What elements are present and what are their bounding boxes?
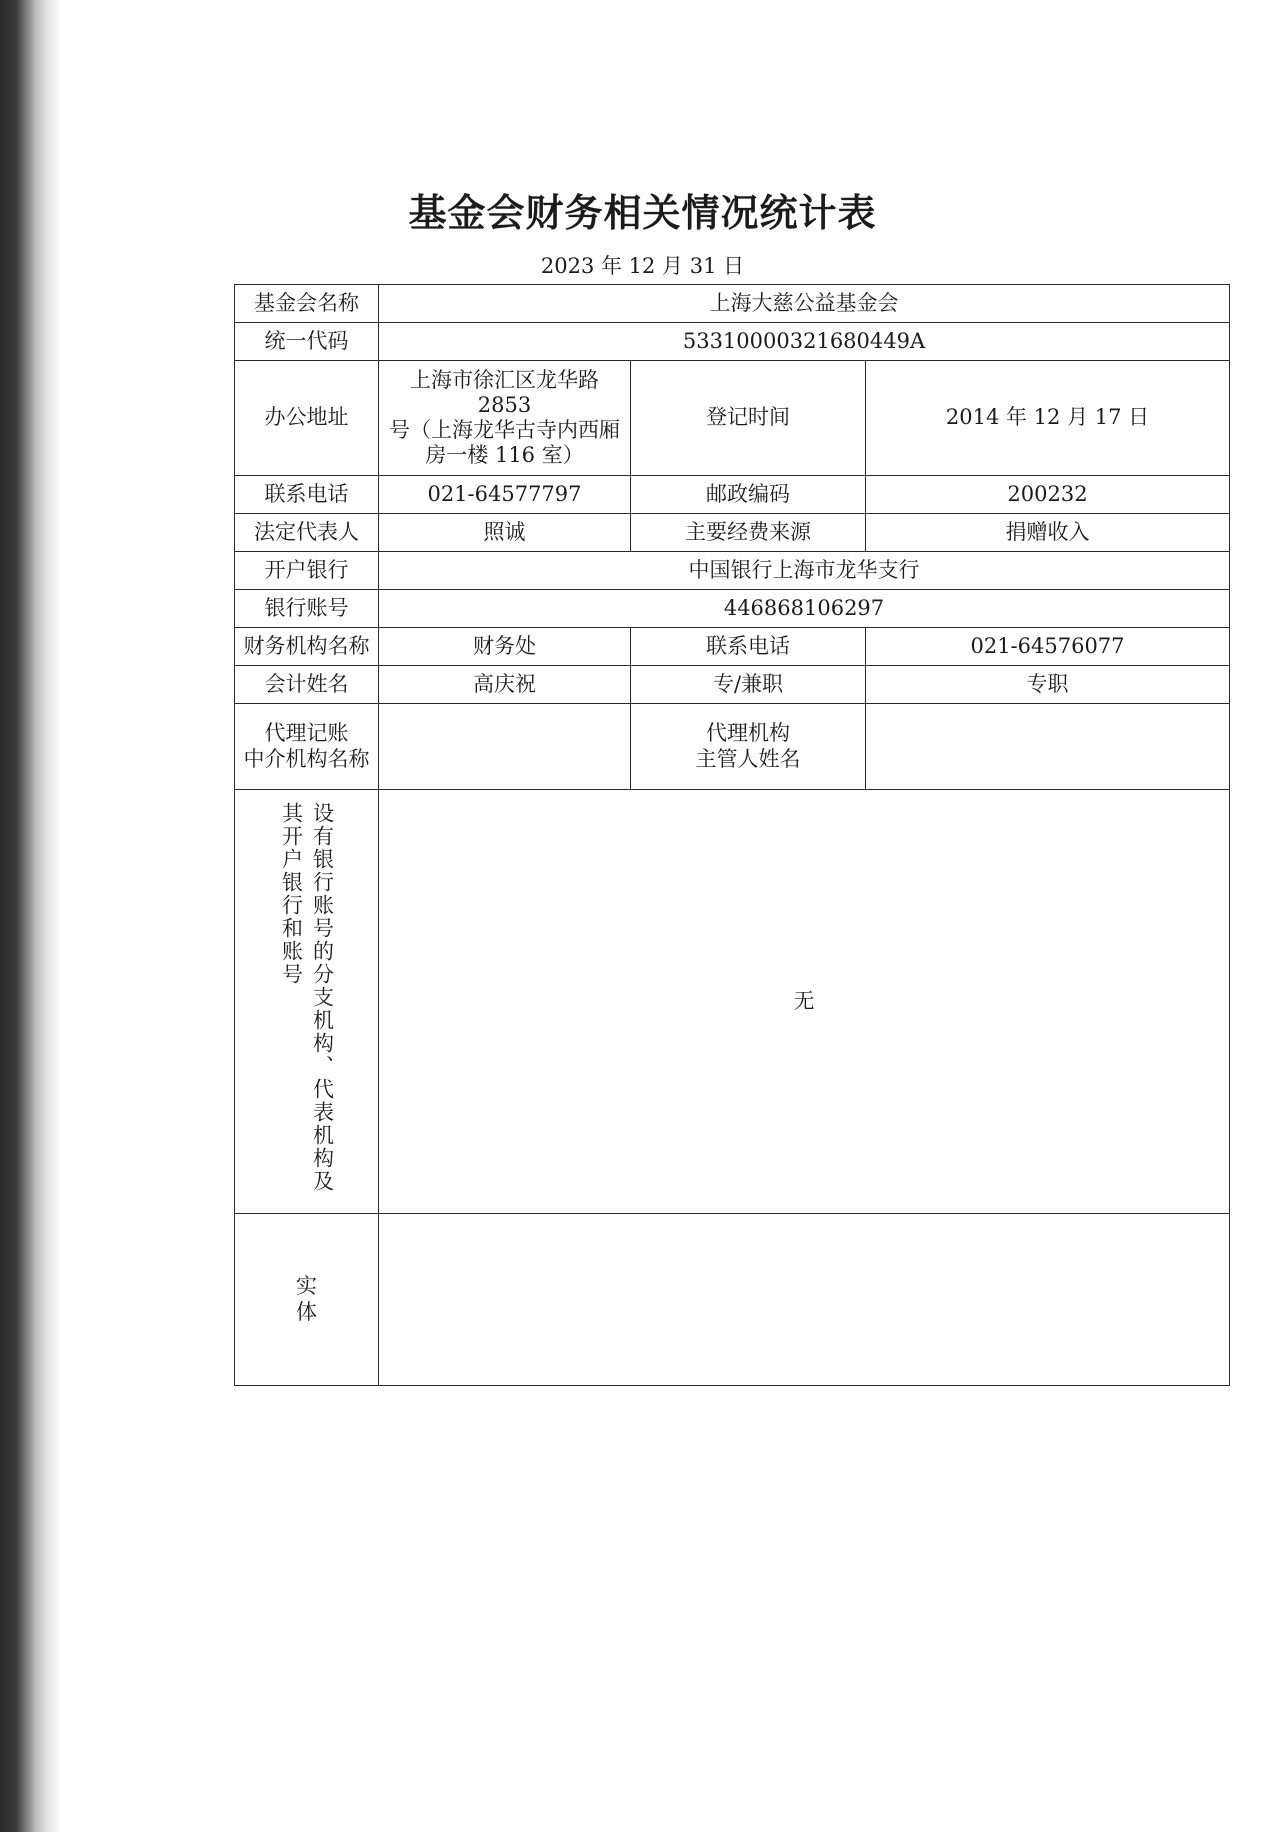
label-entity	[235, 1214, 379, 1386]
label-office-address: 办公地址	[235, 361, 379, 476]
row-bank	[235, 552, 1230, 590]
label-contact-phone: 联系电话	[235, 476, 379, 514]
agent-manager-line-1: 代理机构	[706, 721, 790, 746]
value-agent-name	[379, 704, 631, 790]
row-entity	[235, 1214, 1230, 1386]
value-registration-time: 2014 年 12 月 17 日	[866, 361, 1230, 476]
label-legal-representative: 法定代表人	[235, 514, 379, 552]
value-accountant-name: 高庆祝	[379, 666, 631, 704]
value-unified-code: 53310000321680449A	[379, 323, 1230, 361]
row-branch	[235, 790, 1230, 1214]
label-foundation-name: 基金会名称	[235, 285, 379, 323]
label-finance-department: 财务机构名称	[235, 628, 379, 666]
report-date: 2023 年 12 月 31 日	[540, 254, 745, 278]
value-office-address	[379, 361, 631, 476]
label-postal-code: 邮政编码	[631, 476, 866, 514]
agent-manager-line-2: 主管人姓名	[695, 746, 801, 771]
entity-label-line-2: 体	[296, 1299, 317, 1324]
value-agent-manager	[866, 704, 1230, 790]
value-funding-source: 捐赠收入	[866, 514, 1230, 552]
label-finance-phone: 联系电话	[631, 628, 866, 666]
label-bank: 开户银行	[235, 552, 379, 590]
entity-label-line-1: 实	[296, 1274, 317, 1299]
label-agent-bookkeeping	[235, 704, 379, 790]
row-address	[235, 361, 1230, 476]
value-branch-accounts: 无	[379, 790, 1230, 1214]
label-bank-account: 银行账号	[235, 590, 379, 628]
agent-label-line-2: 中介机构名称	[243, 746, 370, 771]
row-name	[235, 285, 1230, 323]
agent-label-line-1: 代理记账	[264, 721, 349, 746]
label-funding-source: 主要经费来源	[631, 514, 866, 552]
label-branch-accounts	[235, 790, 379, 1214]
branch-label-col-2: 其开户银行和账号	[279, 802, 304, 986]
value-legal-representative: 照诚	[379, 514, 631, 552]
value-finance-department: 财务处	[379, 628, 631, 666]
row-phone	[235, 476, 1230, 514]
value-contact-phone: 021-64577797	[379, 476, 631, 514]
address-line-2: 号（上海龙华古寺内西厢	[389, 418, 620, 442]
value-entity	[379, 1214, 1230, 1386]
row-account	[235, 590, 1230, 628]
row-accountant	[235, 666, 1230, 704]
value-finance-phone: 021-64576077	[866, 628, 1230, 666]
address-line-1: 上海市徐汇区龙华路 2853	[410, 367, 599, 417]
finance-table	[234, 284, 1230, 1386]
row-code	[235, 323, 1230, 361]
value-employment-type: 专职	[866, 666, 1230, 704]
label-unified-code: 统一代码	[235, 323, 379, 361]
label-agent-manager	[631, 704, 866, 790]
branch-label-col-1: 设有银行账号的分支机构、代表机构及	[310, 802, 335, 1193]
row-legal	[235, 514, 1230, 552]
address-line-3: 房一楼 116 室）	[425, 443, 584, 468]
label-accountant-name: 会计姓名	[235, 666, 379, 704]
value-bank-account: 446868106297	[379, 590, 1230, 628]
value-foundation-name: 上海大慈公益基金会	[379, 285, 1230, 323]
page-title: 基金会财务相关情况统计表	[408, 191, 877, 235]
label-employment-type: 专/兼职	[631, 666, 866, 704]
value-postal-code: 200232	[866, 476, 1230, 514]
row-agent	[235, 704, 1230, 790]
value-bank: 中国银行上海市龙华支行	[379, 552, 1230, 590]
label-registration-time: 登记时间	[631, 361, 866, 476]
row-finance	[235, 628, 1230, 666]
